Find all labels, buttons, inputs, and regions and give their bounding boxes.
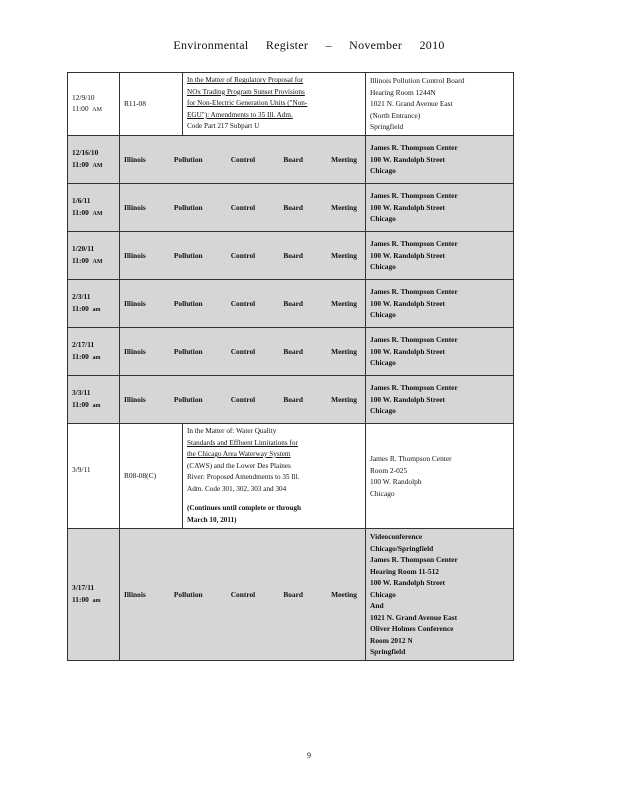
subject-line: EGU"): Amendments to 35 Ill. Adm. [187,110,293,119]
date-cell [68,280,120,328]
location-cell [366,136,514,184]
location-line: Oliver Holmes Conference [370,624,454,634]
hearing-ampm: AM [92,107,102,113]
location-line: James R. Thompson Center [370,383,458,393]
location-line: Chicago [370,214,396,224]
location-line: Chicago [370,262,396,272]
meeting-title [124,250,361,262]
meeting-word: Pollution [173,154,203,164]
location-cell [366,280,514,328]
meeting-word: Pollution [173,589,203,599]
page-header: Environmental Register – November 2010 [173,38,445,52]
meeting-word: Illinois [124,154,146,164]
hearing-time: 11:00 [72,351,89,361]
hearing-time-line [72,103,115,117]
hearing-time: 11:00 [72,594,89,604]
location-line: 100 W. Randolph Street [370,298,446,308]
hearing-time-line [72,207,115,221]
subject-line: In the Matter of: Water Quality [187,427,277,435]
meeting-word: Board [283,298,304,308]
hearing-ampm: am [92,402,101,409]
location-cell [366,424,514,529]
date-cell [68,136,120,184]
meeting-cell [120,136,366,184]
date-cell [68,73,120,136]
meeting-cell [120,328,366,376]
subject-line: In the Matter of Regulatory Proposal for [187,76,304,85]
location-line: Chicago/Springfield [370,543,434,553]
location-line: Room 2-025 [370,465,408,475]
meeting-title [124,154,361,166]
subject-line: for Non-Electric Generation Units ("Non- [187,99,308,108]
meeting-word: Board [283,589,304,599]
location-cell [366,232,514,280]
subject-line: Code Part 217 Subpart U [187,122,260,131]
location-line: 100 W. Randolph Street [370,202,446,212]
docket-cell [120,424,183,529]
location-line: Room 2012 N [370,635,413,645]
hearing-date: 1/6/11 [72,196,91,205]
docket-number: R08-08(C) [124,471,157,481]
meeting-word: Illinois [124,346,146,356]
hearing-time: 11:00 [72,159,89,169]
hearing-ampm: AM [92,210,103,217]
location-line: 1021 N. Grand Avenue East [370,99,453,109]
meeting-word: Illinois [124,394,146,404]
table-row [68,232,514,280]
subject-cell [183,424,366,529]
location-line: 100 W. Randolph [370,477,422,486]
hearing-ampm: AM [92,258,103,265]
subject-line: River: Proposed Amendments to 35 Ill. [187,473,300,481]
location-line: James R. Thompson Center [370,287,458,297]
meeting-word: Illinois [124,250,146,260]
hearing-time: 11:00 [72,255,89,265]
subject-cell [183,73,366,136]
meeting-word: Meeting [331,589,357,599]
meeting-word: Control [230,589,256,599]
hearing-time-line [72,255,115,269]
meeting-word: Board [283,394,304,404]
location-line: James R. Thompson Center [370,335,458,345]
location-line: James R. Thompson Center [370,555,458,565]
hearing-time: 11:00 [72,104,89,113]
meeting-word: Pollution [173,250,203,260]
location-line: 1021 N. Grand Avenue East [370,612,458,622]
meeting-title [124,589,361,601]
meeting-word: Pollution [173,298,203,308]
hearing-schedule-table [67,72,514,661]
meeting-word: Illinois [124,298,146,308]
meeting-title [124,202,361,214]
hearing-time-line [72,303,115,317]
meeting-word: Control [230,346,256,356]
meeting-word: Meeting [331,298,357,308]
meeting-word: Board [283,202,304,212]
meeting-word: Control [230,202,256,212]
hearing-date: 3/3/11 [72,388,91,397]
location-line: James R. Thompson Center [370,454,452,463]
table-row [68,424,514,529]
location-line: 100 W. Randolph Street [370,578,446,588]
table-row [68,280,514,328]
location-cell [366,73,514,136]
location-line: Springfield [370,647,406,657]
table-row [68,328,514,376]
hearing-ampm: am [92,597,101,604]
date-cell [68,184,120,232]
location-line: Chicago [370,406,396,416]
meeting-cell [120,280,366,328]
location-line: Chicago [370,589,396,599]
meeting-word: Board [283,250,304,260]
location-cell [366,328,514,376]
location-cell [366,529,514,661]
hearing-date: 12/9/10 [72,92,95,102]
hearing-time: 11:00 [72,399,89,409]
location-line: 100 W. Randolph Street [370,346,446,356]
docket-cell [120,73,183,136]
date-cell [68,376,120,424]
location-line: James R. Thompson Center [370,143,458,153]
location-cell [366,184,514,232]
hearing-time-line [72,594,115,608]
subject-line: the Chicago Area Waterway System [187,450,291,458]
hearing-time-line [72,159,115,173]
meeting-cell [120,376,366,424]
hearing-date: 3/9/11 [72,464,91,474]
location-line: 100 W. Randolph Street [370,250,446,260]
meeting-word: Illinois [124,202,146,212]
location-line: 100 W. Randolph Street [370,394,446,404]
meeting-cell [120,529,366,661]
page-number: 9 [307,751,311,760]
table-row [68,529,514,661]
schedule-body [68,73,514,661]
table-row [68,376,514,424]
meeting-title [124,298,361,310]
location-line: Videoconference [370,532,423,542]
location-line: And [370,601,384,611]
hearing-time-line [72,351,115,365]
meeting-word: Control [230,298,256,308]
meeting-word: Board [283,346,304,356]
meeting-word: Meeting [331,250,357,260]
location-cell [366,376,514,424]
hearing-date: 12/16/10 [72,148,99,157]
hearing-time-line [72,475,115,489]
meeting-word: Control [230,394,256,404]
subject-line: NOx Trading Program Sunset Provisions [187,87,305,96]
hearing-time-line [72,399,115,413]
location-line: Chicago [370,166,396,176]
location-line: Chicago [370,488,395,498]
subject-line: (CAWS) and the Lower Des Plaines [187,461,291,470]
table-row [68,136,514,184]
meeting-word: Control [230,250,256,260]
note-line: (Continues until complete or through [187,504,301,512]
location-line: (North Entrance) [370,110,421,120]
meeting-word: Pollution [173,202,203,212]
meeting-word: Pollution [173,346,203,356]
date-cell [68,529,120,661]
meeting-cell [120,184,366,232]
table-row [68,184,514,232]
date-cell [68,328,120,376]
location-line: Chicago [370,358,396,368]
meeting-title [124,394,361,406]
location-line: 100 W. Randolph Street [370,154,446,164]
meeting-word: Control [230,154,256,164]
hearing-ampm: am [92,306,101,313]
meeting-word: Illinois [124,589,146,599]
location-line: Springfield [370,122,404,132]
meeting-word: Meeting [331,202,357,212]
hearing-time: 11:00 [72,207,89,217]
meeting-word: Meeting [331,346,357,356]
subject-line: Adm. Code 301, 302, 303 and 304 [187,484,287,493]
meeting-word: Pollution [173,394,203,404]
meeting-word: Board [283,154,304,164]
meeting-word: Meeting [331,154,357,164]
location-line: Chicago [370,310,396,320]
hearing-ampm: AM [92,162,103,169]
continuation-note [187,503,361,526]
docket-number: R11-08 [124,99,146,109]
hearing-date: 2/17/11 [72,340,95,349]
hearing-date: 2/3/11 [72,292,91,301]
location-line: James R. Thompson Center [370,239,458,249]
location-line: Hearing Room 11-512 [370,566,439,576]
meeting-title [124,346,361,358]
location-line: Illinois Pollution Control Board [370,76,465,86]
meeting-word: Meeting [331,394,357,404]
meeting-cell [120,232,366,280]
date-cell [68,232,120,280]
note-line: March 10, 2011) [187,515,237,524]
location-line: Hearing Room 1244N [370,87,436,97]
hearing-date: 3/17/11 [72,583,95,592]
subject-line: Standards and Effluent Limitations for [187,438,298,447]
hearing-time: 11:00 [72,303,89,313]
date-cell [68,424,120,529]
location-line: James R. Thompson Center [370,191,458,201]
hearing-ampm: am [92,354,101,361]
hearing-date: 1/20/11 [72,244,95,253]
table-row [68,73,514,136]
